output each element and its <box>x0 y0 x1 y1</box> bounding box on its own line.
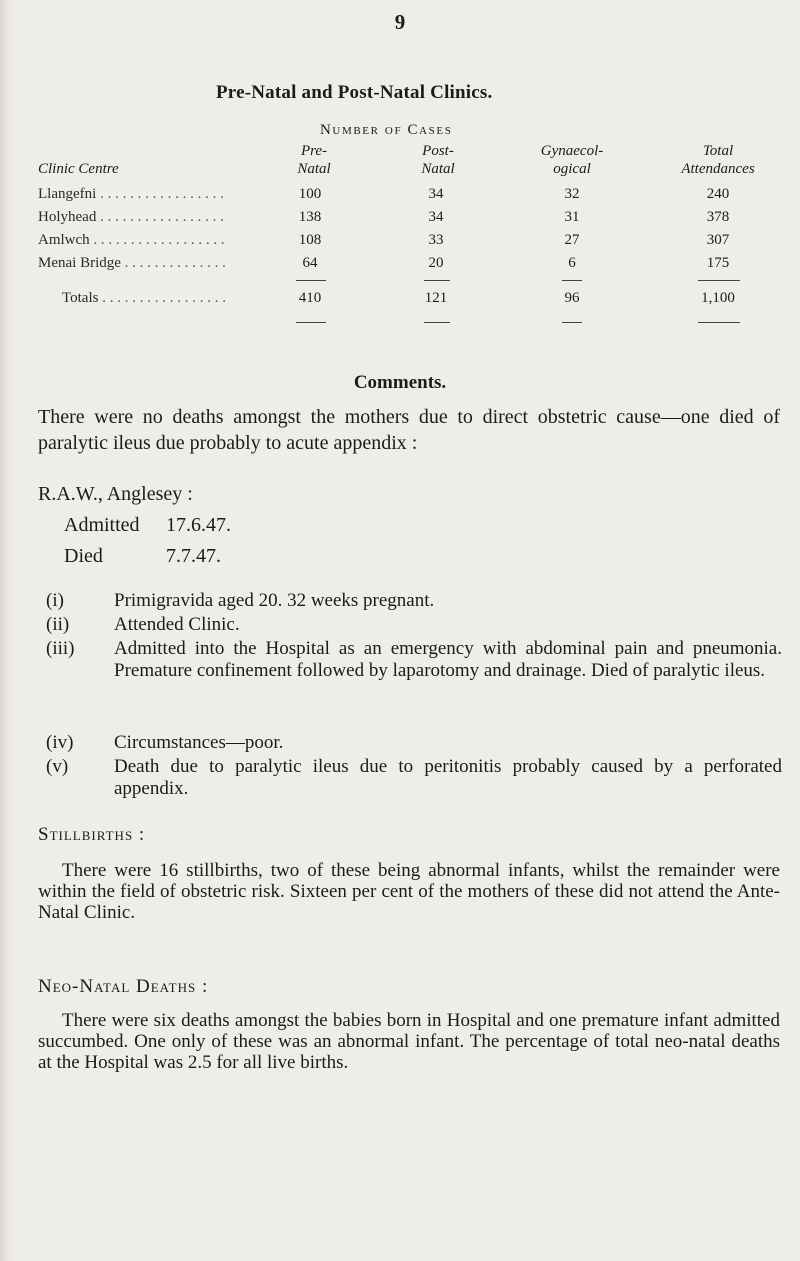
list-item <box>46 638 782 728</box>
admitted-date: 17.6.47. <box>166 514 231 536</box>
row-total: 240 <box>706 186 730 202</box>
totals-label: Totals . . . <box>38 290 228 307</box>
row-gynaecological: 6 <box>568 255 576 271</box>
col-header-post-natal-line2: Natal <box>421 161 455 177</box>
list-marker: (iii) <box>46 638 75 659</box>
table-row <box>38 186 798 208</box>
list-item <box>46 756 782 802</box>
stillbirths-text: There were 16 stillbirths, two of these being abnormal infants, whilst the remainder were within the field of obstetric risk. Sixteen per cent of the mothers of these did not attend the Ante-Natal Clinic. <box>38 860 780 923</box>
neonatal-deaths-title: Neo-Natal Deaths : <box>38 976 209 997</box>
col-header-post-natal-line1: Post- <box>422 143 454 159</box>
final-rule-post <box>424 322 450 323</box>
col-header-clinic-centre: Clinic Centre <box>38 161 119 177</box>
died-label: Died <box>64 545 103 567</box>
sum-rule-total <box>698 280 740 281</box>
row-post-natal: 34 <box>428 186 444 202</box>
row-gynaecological: 32 <box>564 186 580 202</box>
final-rule-gyn <box>562 322 582 323</box>
list-marker: (v) <box>46 756 69 777</box>
page-number: 9 <box>394 10 406 34</box>
comments-title: Comments. <box>353 372 447 393</box>
list-text: Attended Clinic. <box>114 614 240 635</box>
list-item <box>46 614 782 636</box>
list-text: Circumstances—poor. <box>114 732 284 753</box>
row-clinic-name: Llangefni . . . <box>38 186 228 203</box>
row-clinic-name: Amlwch . . . <box>38 232 228 249</box>
row-pre-natal: 64 <box>302 255 318 271</box>
row-post-natal: 34 <box>428 209 444 225</box>
list-item <box>46 732 782 754</box>
col-header-total-line2: Attendances <box>681 161 755 177</box>
sum-rule-post <box>424 280 450 281</box>
case-identifier: R.A.W., Anglesey : <box>38 483 193 505</box>
clinic-attendance-table <box>38 118 798 373</box>
comments-intro: There were no deaths amongst the mothers due to direct obstetric cause—one died of paralytic ileus due probably to acute appendix : <box>38 406 780 454</box>
sum-rule-pre <box>296 280 326 281</box>
list-item <box>46 590 782 612</box>
page-title: Pre-Natal and Post-Natal Clinics. <box>216 82 493 103</box>
row-post-natal: 33 <box>428 232 444 248</box>
col-header-pre-natal-line1: Pre- <box>300 143 328 159</box>
neonatal-deaths-text: There were six deaths amongst the babies born in Hospital and one premature infant admitted succumbed. One only of these was an abnormal infant. The percentage of total neo-natal deaths at the Hospital was 2.5 for all live births. <box>38 1010 780 1073</box>
list-text: Primigravida aged 20. 32 weeks pregnant. <box>114 590 435 611</box>
row-pre-natal: 138 <box>298 209 322 225</box>
table-group-header: Number of Cases <box>320 122 453 138</box>
row-post-natal: 20 <box>428 255 444 271</box>
final-rule-total <box>698 322 740 323</box>
row-total: 307 <box>706 232 730 248</box>
died-date: 7.7.47. <box>166 545 221 567</box>
page-binding-edge <box>0 0 14 1261</box>
final-rule-pre <box>296 322 326 323</box>
list-text: Admitted into the Hospital as an emergency with abdominal pain and pneumonia. Premature confinement followed by laparotomy and drainage. Died of paralytic ileus. <box>114 638 782 681</box>
list-marker: (iv) <box>46 732 74 753</box>
table-row <box>38 209 798 231</box>
list-marker: (ii) <box>46 614 70 635</box>
row-clinic-name: Holyhead . . . <box>38 209 228 226</box>
row-gynaecological: 27 <box>564 232 580 248</box>
table-row <box>38 255 798 277</box>
col-header-gynaecological-line1: Gynaecol- <box>540 143 604 159</box>
list-text: Death due to paralytic ileus due to peritonitis probably caused by a perforated appendix. <box>114 756 782 799</box>
row-clinic-name: Menai Bridge . . . <box>38 255 228 272</box>
table-totals-row <box>38 290 798 312</box>
row-pre-natal: 108 <box>298 232 322 248</box>
row-total: 378 <box>706 209 730 225</box>
row-total: 175 <box>706 255 730 271</box>
totals-gynaecological: 96 <box>564 290 580 306</box>
admitted-label: Admitted <box>64 514 140 536</box>
stillbirths-title: Stillbirths : <box>38 824 146 845</box>
col-header-total-line1: Total <box>702 143 734 159</box>
totals-pre-natal: 410 <box>298 290 322 306</box>
table-row <box>38 232 798 254</box>
col-header-gynaecological-line2: ogical <box>553 161 591 177</box>
totals-post-natal: 121 <box>424 290 448 306</box>
totals-total: 1,100 <box>701 290 735 306</box>
list-marker: (i) <box>46 590 64 611</box>
row-gynaecological: 31 <box>564 209 580 225</box>
row-pre-natal: 100 <box>298 186 322 202</box>
sum-rule-gyn <box>562 280 582 281</box>
col-header-pre-natal-line2: Natal <box>297 161 331 177</box>
